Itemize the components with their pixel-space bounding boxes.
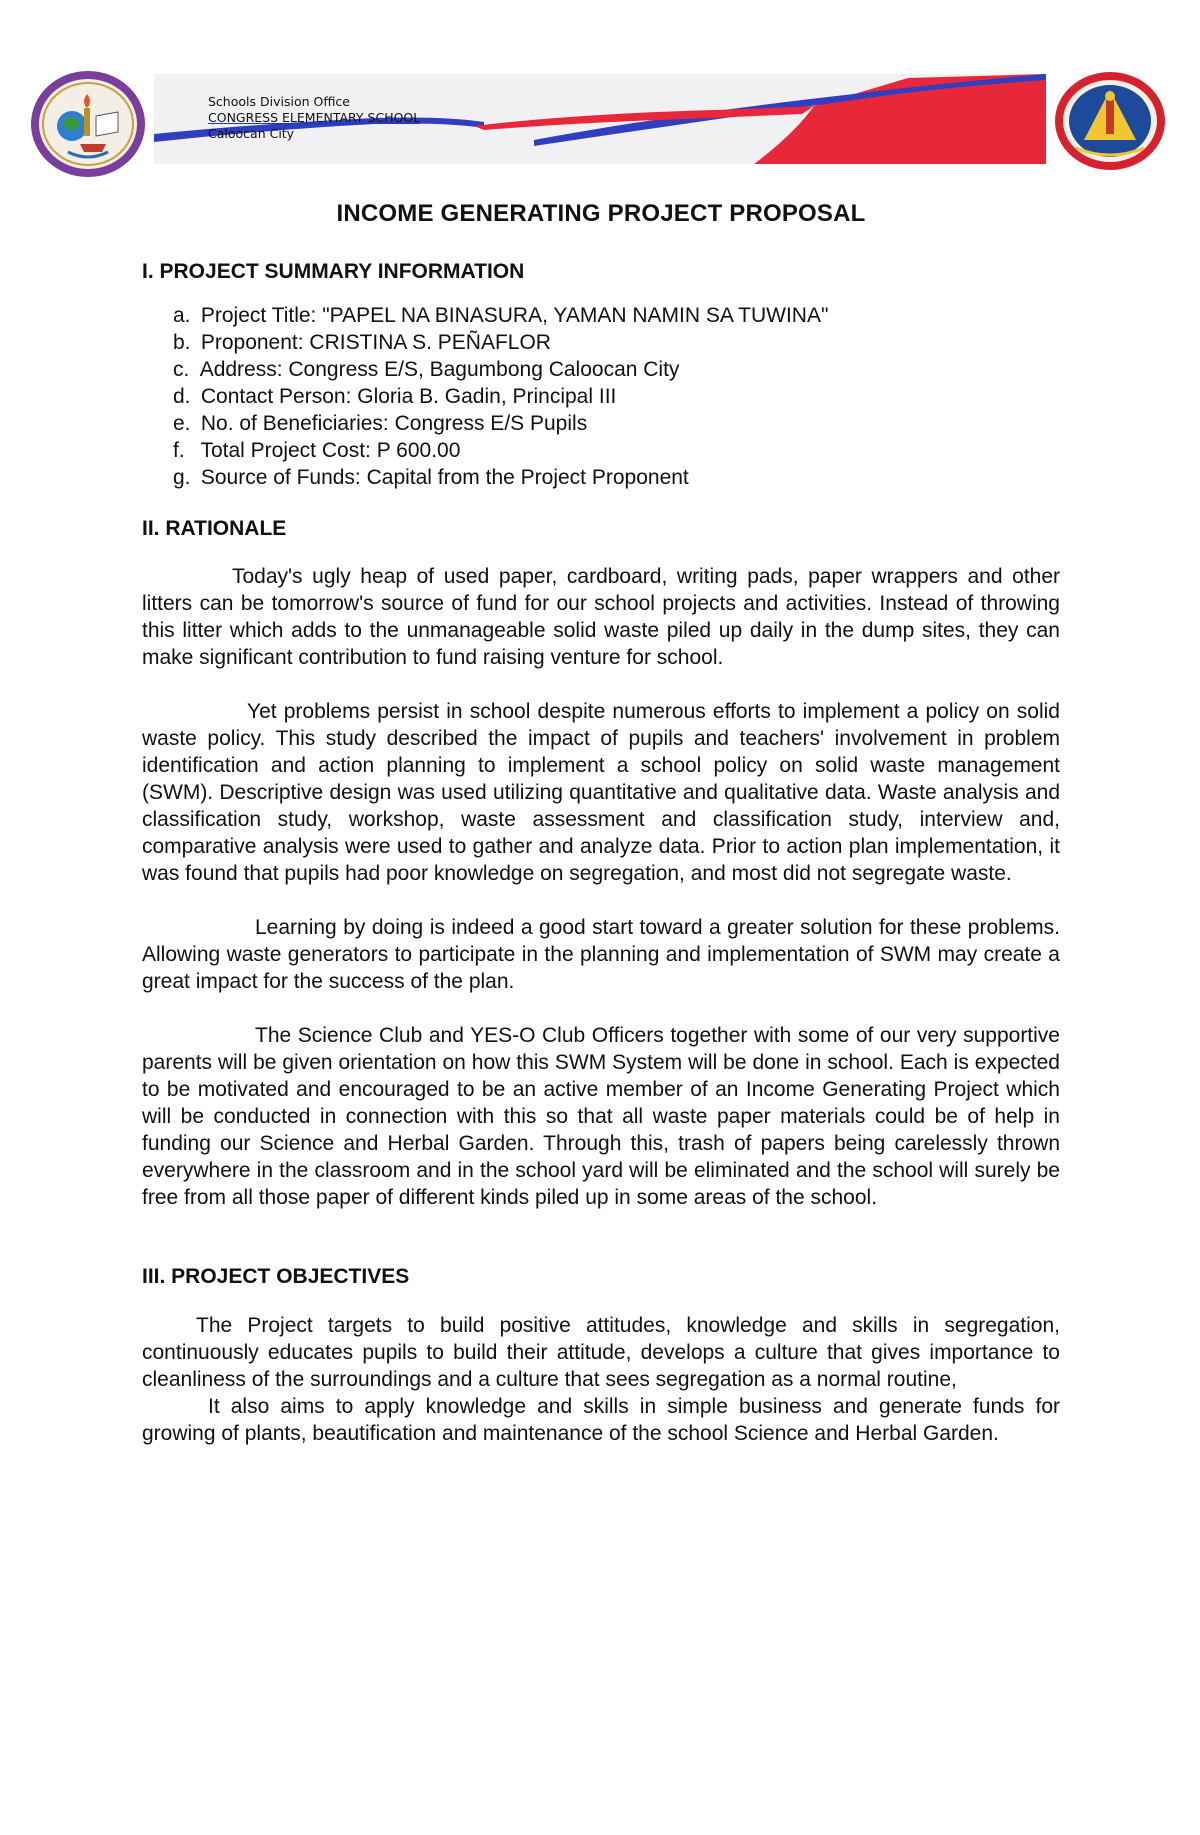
rationale-paragraph: Today's ugly heap of used paper, cardboard, writing pads, paper wrappers and other litters can be tomorrow's source of fund for our school projects and activities. Instead of throwing this litter which adds to the unmanageable solid waste piled up daily in the dump sites, they can make significant contribution to fund raising venture for school. xyxy=(142,565,1060,669)
rationale-paragraph: The Science Club and YES-O Club Officers together with some of our very supportive parents will be given orientation on how this SWM System will be done in school. Each is expected to be motivated and encouraged to be an active member of an Income Generating Project which will be conducted in connection with this so that all waste paper materials could be of help in funding our Science and Herbal Garden. Through this, trash of papers being carelessly thrown everywhere in the classroom and in the school yard will be eliminated and the school will surely be free from all those paper of different kinds piled up in some areas of the school. xyxy=(142,1024,1060,1209)
list-marker: c. xyxy=(173,358,190,381)
list-item-text: No. of Beneficiaries: Congress E/S Pupils xyxy=(200,412,588,435)
list-item xyxy=(173,329,1060,356)
list-item xyxy=(173,383,1060,410)
rationale-section xyxy=(142,517,1060,1211)
objectives-paragraph: It also aims to apply knowledge and skills in simple business and generate funds for growing of plants, beautification and maintenance of the school Science and Herbal Garden. xyxy=(142,1395,1060,1445)
division-seal-logo xyxy=(1052,70,1168,172)
list-marker: g. xyxy=(173,466,191,489)
school-seal-logo xyxy=(28,68,148,180)
list-item-text: Contact Person: Gloria B. Gadin, Principal III xyxy=(200,385,617,408)
list-marker: b. xyxy=(173,331,191,354)
rationale-paragraph: Yet problems persist in school despite numerous efforts to implement a policy on solid waste policy. This study described the impact of pupils and teachers' involvement in problem identification and action planning to implement a school policy on solid waste management (SWM). Descriptive design was used utilizing quantitative and qualitative data. Waste analysis and classification study, workshop, waste assessment and classification study, interview and, comparative analysis were used to gather and analyze data. Prior to action plan implementation, it was found that pupils had poor knowledge on segregation, and most did not segregate waste. xyxy=(142,700,1060,885)
list-item-text: Total Project Cost: P 600.00 xyxy=(200,439,461,462)
list-marker: f. xyxy=(173,439,185,462)
section-heading-rationale: II. RATIONALE xyxy=(142,517,287,540)
letterhead-text xyxy=(208,94,420,142)
document-body xyxy=(142,200,1060,1447)
letterhead xyxy=(0,0,1200,170)
project-summary-section xyxy=(142,260,1060,491)
list-item xyxy=(173,464,1060,491)
list-item xyxy=(173,437,1060,464)
list-item-text: Proponent: CRISTINA S. PEÑAFLOR xyxy=(200,331,551,354)
list-marker: e. xyxy=(173,412,191,435)
list-marker: a. xyxy=(173,304,191,327)
list-marker: d. xyxy=(173,385,191,408)
list-item xyxy=(173,410,1060,437)
objectives-paragraph: The Project targets to build positive attitudes, knowledge and skills in segregation, continuously educates pupils to build their attitude, develops a culture that gives importance to cleanliness of the surroundings and a culture that sees segregation as a normal routine, xyxy=(142,1314,1060,1391)
list-item-text: Address: Congress E/S, Bagumbong Caloocan City xyxy=(199,358,680,381)
document-title: INCOME GENERATING PROJECT PROPOSAL xyxy=(336,200,866,227)
city-label: Caloocan City xyxy=(208,126,295,141)
list-item-text: Source of Funds: Capital from the Project Proponent xyxy=(200,466,689,489)
objectives-section xyxy=(142,1265,1060,1447)
list-item-text: Project Title: "PAPEL NA BINASURA, YAMAN NAMIN SA TUWINA" xyxy=(200,304,829,327)
school-name-label: CONGRESS ELEMENTARY SCHOOL xyxy=(208,110,421,125)
section-heading-objectives: III. PROJECT OBJECTIVES xyxy=(142,1265,410,1288)
list-item xyxy=(173,302,1060,329)
summary-list xyxy=(142,302,1060,491)
division-office-label: Schools Division Office xyxy=(208,94,350,109)
rationale-paragraph: Learning by doing is indeed a good start toward a greater solution for these problems. Allowing waste generators to participate in the planning and implementation of SWM may create a great impact for the success of the plan. xyxy=(142,916,1060,993)
list-item xyxy=(173,356,1060,383)
section-heading-summary: I. PROJECT SUMMARY INFORMATION xyxy=(142,260,525,283)
